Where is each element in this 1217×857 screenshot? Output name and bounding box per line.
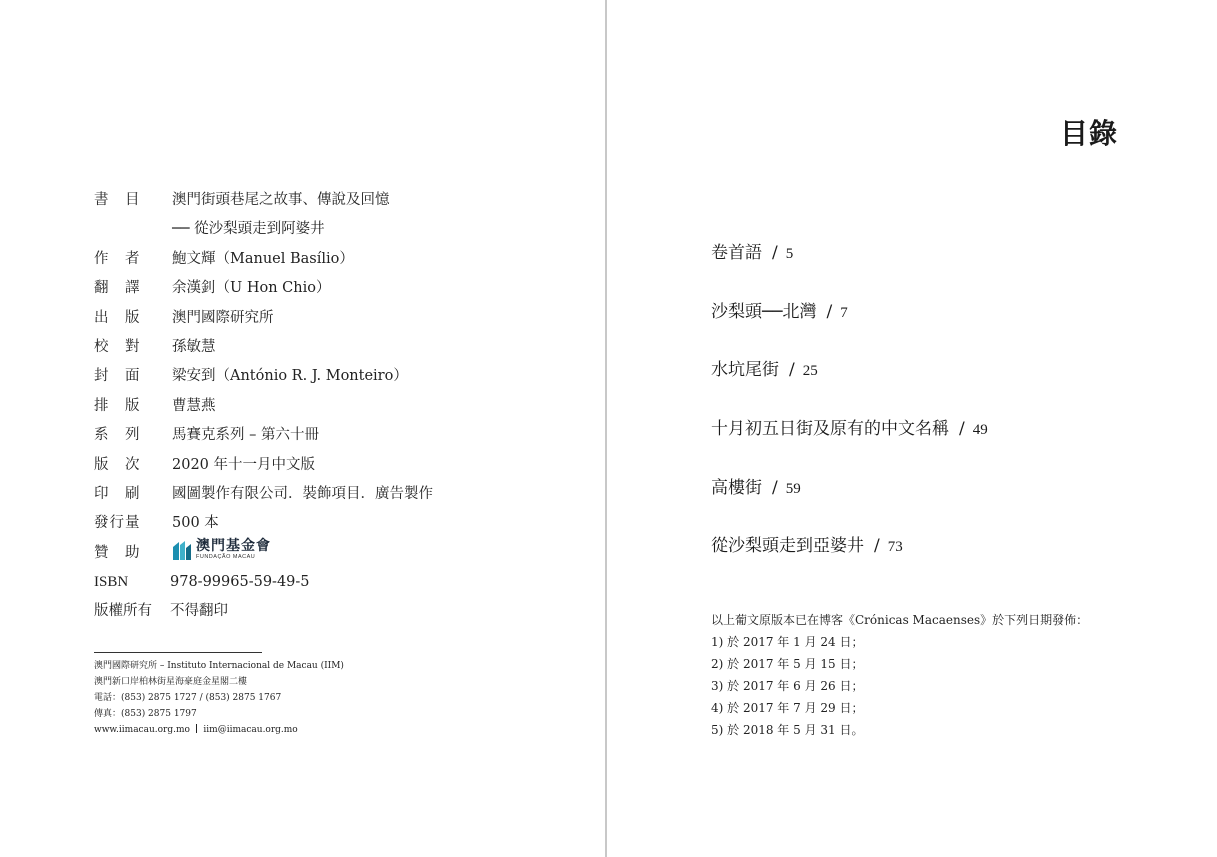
isbn-value: 978-99965-59-49-5 — [170, 574, 310, 591]
toc-separator: / — [789, 360, 795, 381]
rights-value: 不得翻印 — [170, 603, 228, 620]
toc-item-page: 59 — [785, 480, 801, 497]
colophon-value: 孫敏慧 — [172, 338, 216, 355]
colophon-label: 系 列 — [94, 427, 141, 444]
colophon-value: 鮑文輝（Manuel Basílio） — [172, 250, 354, 267]
toc-item-title: 十月初五日街及原有的中文名稱 — [711, 419, 949, 440]
toc-item-page: 25 — [802, 363, 818, 380]
address-web-line — [94, 722, 344, 738]
toc-item[interactable] — [711, 416, 1191, 475]
colophon-row-publisher — [94, 306, 574, 335]
toc-item[interactable] — [711, 299, 1191, 358]
address-line: 澳門國際研究所 – Instituto Internacional de Macau (IIM) — [94, 661, 344, 671]
toc-item[interactable] — [711, 240, 1191, 299]
colophon-label: 發行量 — [94, 515, 141, 532]
colophon-row-printing — [94, 482, 574, 511]
fundacao-macau-logo — [172, 539, 271, 561]
toc-separator: / — [772, 243, 778, 263]
colophon-row-translator — [94, 276, 574, 305]
colophon-label: 翻 譯 — [94, 280, 141, 297]
toc-item-page: 7 — [840, 304, 848, 321]
address-line: 澳門新口岸柏林街星海豪庭金星閣二樓 — [94, 677, 248, 687]
logo-portuguese-text: FUNDAÇÃO MACAU — [196, 553, 256, 560]
colophon-row-author — [94, 247, 574, 276]
colophon-value: 澳門街頭巷尾之故事、傳說及回憶 — [172, 192, 390, 208]
colophon-label: 出 版 — [94, 309, 141, 326]
fundacao-macau-logo-icon — [172, 539, 192, 561]
address-line: 電話：(853) 2875 1727 / (853) 2875 1767 — [94, 693, 282, 703]
colophon-label: 印 刷 — [94, 485, 141, 502]
toc-item-title: 高樓街 — [711, 477, 762, 498]
colophon — [94, 188, 574, 629]
toc-item-title: 從沙梨頭走到亞婆井 — [711, 536, 864, 557]
toc-item-title: 沙梨頭──北灣 — [711, 301, 817, 322]
colophon-value: 國圖製作有限公司．裝飾項目．廣告製作 — [172, 485, 433, 502]
divider-rule — [94, 652, 262, 653]
colophon-label: ISBN — [94, 574, 129, 591]
colophon-value: 曹慧燕 — [172, 397, 216, 414]
publication-date: 2) 於 2017 年 5 月 15 日； — [711, 657, 864, 671]
toc-separator: / — [874, 536, 880, 557]
colophon-row-rights — [94, 599, 574, 628]
colophon-row-sponsor — [94, 537, 574, 570]
colophon-row-title — [94, 188, 574, 217]
publication-date: 3) 於 2017 年 6 月 26 日； — [711, 679, 864, 693]
colophon-row-subtitle — [94, 217, 574, 246]
colophon-row-print-run — [94, 511, 574, 540]
publication-date: 4) 於 2017 年 7 月 29 日； — [711, 701, 864, 715]
contents-title: 目錄 — [1060, 117, 1119, 150]
colophon-row-isbn — [94, 570, 574, 599]
publication-note-intro: 以上葡文原版本已在博客《Crónicas Macaenses》於下列日期發佈： — [711, 613, 1089, 627]
publisher-address — [94, 658, 344, 738]
table-of-contents — [711, 240, 1191, 592]
toc-separator: / — [826, 301, 833, 322]
colophon-row-series — [94, 423, 574, 452]
colophon-label: 版 次 — [94, 456, 141, 473]
colophon-value: ── 從沙梨頭走到阿婆井 — [172, 221, 325, 238]
colophon-value: 2020 年十一月中文版 — [172, 456, 316, 473]
colophon-label: 書 目 — [94, 192, 141, 208]
colophon-value: 余漢釗（U Hon Chio） — [172, 280, 331, 297]
colophon-value: 500 本 — [172, 515, 219, 532]
toc-item-title: 卷首語 — [711, 243, 762, 263]
publication-date: 1) 於 2017 年 1 月 24 日； — [711, 635, 864, 649]
colophon-label: 排 版 — [94, 397, 141, 414]
right-page — [607, 0, 1217, 857]
colophon-value: 澳門國際研究所 — [172, 309, 274, 326]
toc-item-page: 5 — [785, 246, 794, 262]
colophon-label: 封 面 — [94, 368, 141, 385]
toc-item[interactable] — [711, 357, 1191, 416]
toc-item-page: 49 — [972, 422, 988, 439]
colophon-label: 贊 助 — [94, 544, 141, 561]
logo-chinese-text: 澳門基金會 — [196, 537, 271, 554]
toc-separator: / — [959, 419, 965, 440]
toc-item-page: 73 — [887, 539, 903, 556]
address-line: 傳真：(853) 2875 1797 — [94, 709, 197, 719]
colophon-value: 梁安到（António R. J. Monteiro） — [172, 368, 408, 385]
toc-item[interactable] — [711, 475, 1191, 534]
colophon-label: 版權所有 — [94, 603, 152, 620]
toc-item[interactable] — [711, 533, 1191, 592]
colophon-row-proofreader — [94, 335, 574, 364]
colophon-row-cover — [94, 364, 574, 393]
colophon-row-typesetting — [94, 394, 574, 423]
colophon-value: 馬賽克系列 – 第六十冊 — [172, 427, 319, 444]
separator-bar — [196, 724, 198, 733]
website-link[interactable]: www.iimacau.org.mo — [94, 725, 190, 735]
left-page — [0, 0, 605, 857]
toc-separator: / — [772, 477, 778, 498]
colophon-row-edition — [94, 453, 574, 482]
publication-date: 5) 於 2018 年 5 月 31 日。 — [711, 723, 864, 737]
email-link[interactable]: iim@iimacau.org.mo — [203, 725, 298, 735]
publication-note — [711, 609, 1088, 741]
colophon-label: 作 者 — [94, 250, 141, 267]
colophon-label: 校 對 — [94, 338, 141, 355]
toc-item-title: 水坑尾街 — [711, 360, 779, 381]
